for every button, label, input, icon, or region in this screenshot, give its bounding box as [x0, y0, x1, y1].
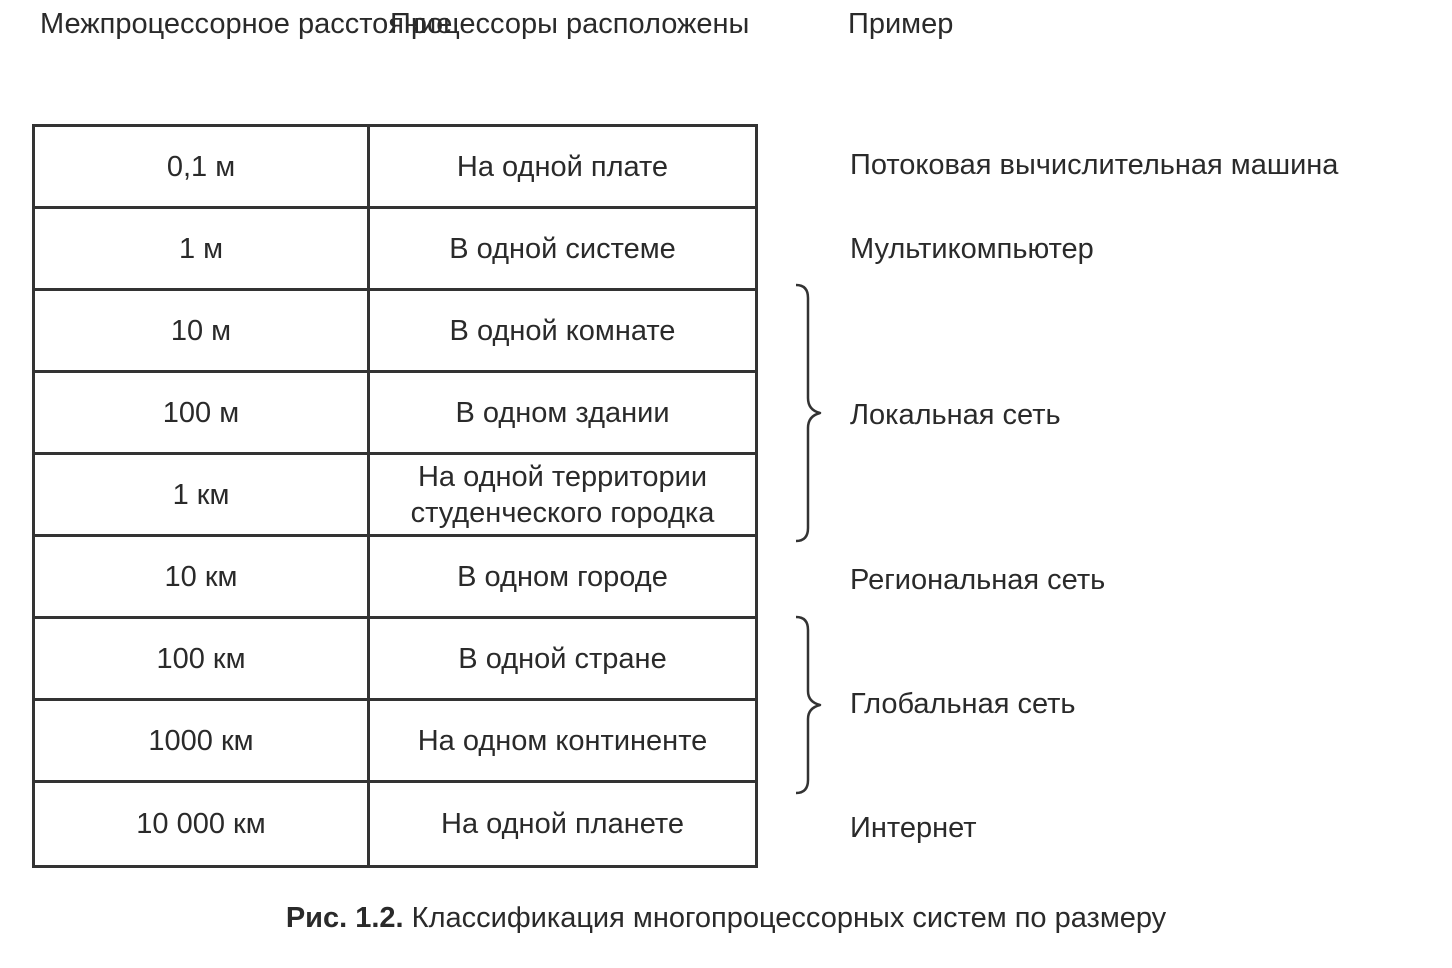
- header-location: Процессоры расположены: [390, 8, 750, 40]
- example-lan: Локальная сеть: [850, 399, 1061, 431]
- table-row: [35, 209, 755, 291]
- table-row: [35, 127, 755, 209]
- example-wan: Глобальная сеть: [850, 688, 1076, 720]
- location-cell: На одной плате: [456, 150, 669, 183]
- table-row: [35, 701, 755, 783]
- brace-lan-icon: [794, 282, 834, 544]
- distance-cell: 10 000 км: [35, 783, 370, 865]
- distance-cell: 1 м: [35, 209, 370, 288]
- location-cell: В одном городе: [457, 560, 668, 593]
- header-example: Пример: [848, 8, 954, 40]
- location-cell: В одной системе: [449, 232, 676, 265]
- location-cell: На одном континенте: [417, 724, 708, 757]
- distance-cell: 1000 км: [35, 701, 370, 780]
- distance-cell: 10 км: [35, 537, 370, 616]
- table-row: [35, 291, 755, 373]
- classification-table: [32, 124, 758, 868]
- distance-cell: 10 м: [35, 291, 370, 370]
- location-cell: На одной планете: [441, 808, 684, 840]
- table-row: [35, 783, 755, 865]
- distance-cell: 1 км: [35, 455, 370, 534]
- header-distance: Межпроцессорное расстояние: [40, 8, 453, 40]
- example-internet: Интернет: [850, 812, 977, 844]
- location-cell: На одной территории студенческого городка: [410, 460, 715, 529]
- table-row: [35, 455, 755, 537]
- brace-wan-icon: [794, 614, 834, 796]
- caption-label: Рис. 1.2.: [285, 902, 404, 934]
- table-row: [35, 619, 755, 701]
- location-cell: В одной комнате: [449, 314, 676, 347]
- caption-text: Классификация многопроцессорных систем по размеру: [411, 902, 1167, 934]
- location-cell: В одном здании: [455, 396, 670, 429]
- distance-cell: 100 м: [35, 373, 370, 452]
- location-cell: В одной стране: [458, 642, 667, 675]
- example-multicomputer: Мультикомпьютер: [850, 233, 1094, 265]
- table-row: [35, 373, 755, 455]
- example-dataflow: Потоковая вычислительная машина: [850, 149, 1339, 181]
- table-row: [35, 537, 755, 619]
- figure-caption: [0, 898, 1452, 938]
- distance-cell: 0,1 м: [35, 127, 370, 206]
- example-man: Региональная сеть: [850, 564, 1106, 596]
- distance-cell: 100 км: [35, 619, 370, 698]
